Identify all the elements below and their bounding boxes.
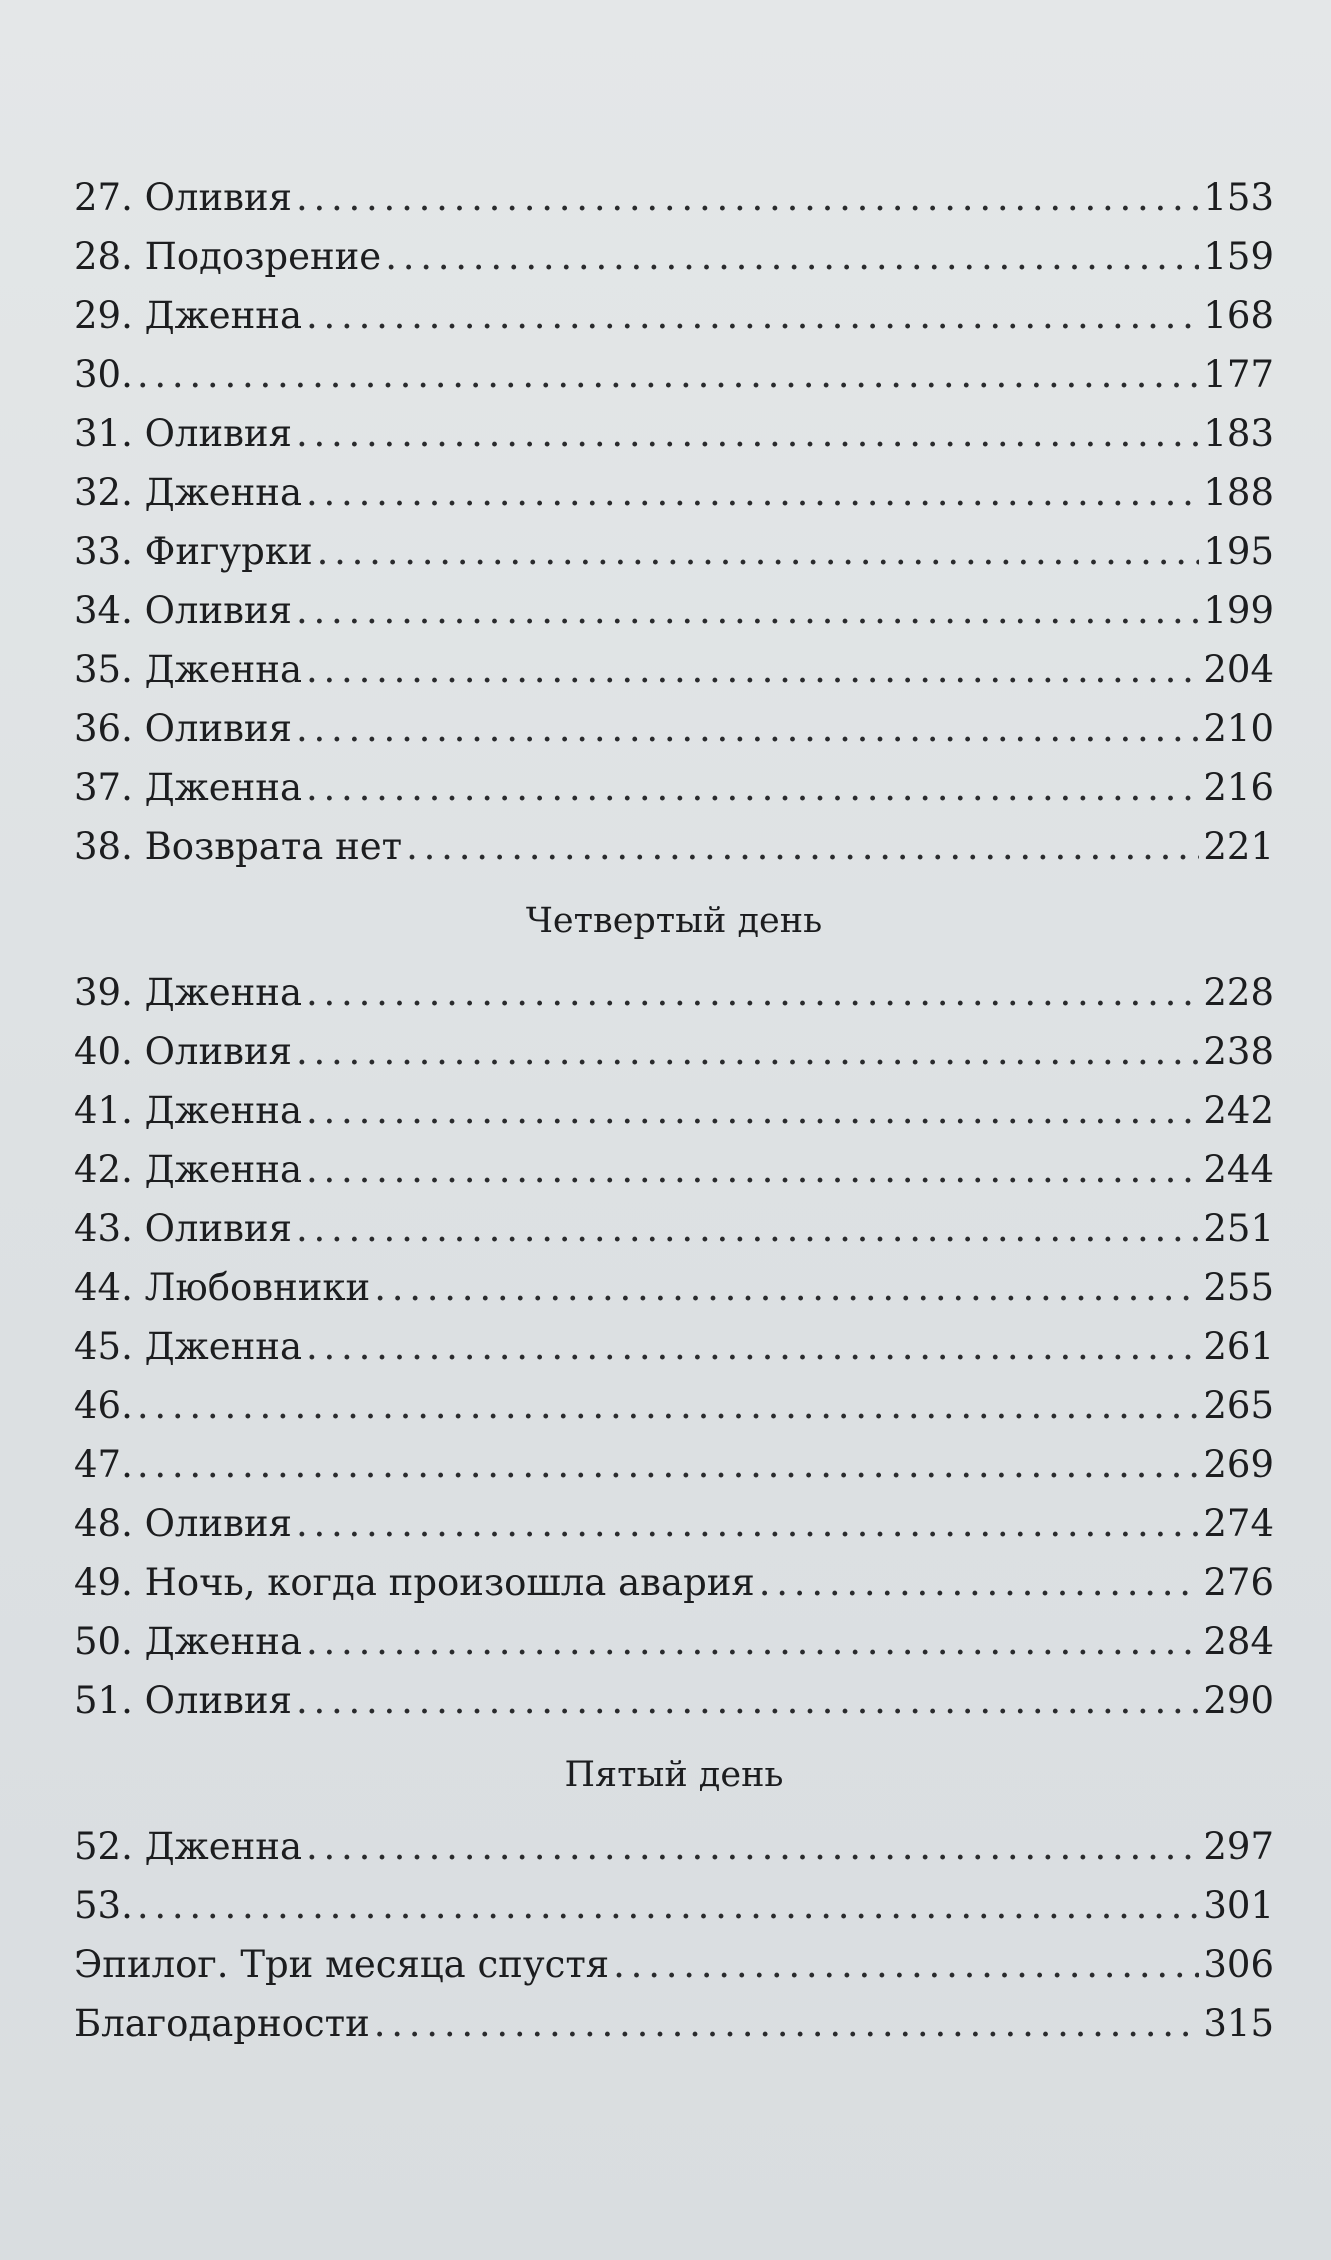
entry-page-number: 284 [1203, 1620, 1274, 1663]
dot-leader [296, 1494, 1199, 1553]
entry-title: 45. Дженна [74, 1325, 302, 1368]
dot-leader [613, 1935, 1199, 1994]
dot-leader [306, 1081, 1199, 1140]
toc-entry[interactable] [74, 1317, 1274, 1376]
toc-entry[interactable] [74, 1612, 1274, 1671]
entry-title: 51. Оливия [74, 1679, 292, 1722]
entry-page-number: 153 [1203, 176, 1274, 219]
toc-entry[interactable] [74, 1140, 1274, 1199]
toc-entry[interactable] [74, 1671, 1274, 1730]
entry-page-number: 204 [1203, 648, 1274, 691]
entry-page-number: 188 [1203, 471, 1274, 514]
entry-page-number: 306 [1203, 1943, 1274, 1986]
dot-leader [296, 699, 1199, 758]
toc-entry[interactable] [74, 1022, 1274, 1081]
entry-title: 42. Дженна [74, 1148, 302, 1191]
entry-page-number: 228 [1203, 971, 1274, 1014]
entry-title: 43. Оливия [74, 1207, 292, 1250]
entry-page-number: 159 [1203, 235, 1274, 278]
dot-leader [759, 1553, 1200, 1612]
entry-title: 34. Оливия [74, 589, 292, 632]
dot-leader [306, 1817, 1199, 1876]
entry-title: 49. Ночь, когда произошла авария [74, 1561, 755, 1604]
dot-leader [296, 1199, 1199, 1258]
toc-entry[interactable] [74, 1817, 1274, 1876]
table-of-contents [74, 168, 1274, 2053]
dot-leader [317, 522, 1200, 581]
toc-entry[interactable] [74, 640, 1274, 699]
entry-page-number: 210 [1203, 707, 1274, 750]
toc-entry[interactable] [74, 699, 1274, 758]
entry-title: 36. Оливия [74, 707, 292, 750]
toc-entry[interactable] [74, 1435, 1274, 1494]
dot-leader [374, 1258, 1199, 1317]
entry-title: 30. [74, 353, 133, 396]
dot-leader [137, 1376, 1200, 1435]
section-heading: Четвертый день [525, 901, 823, 941]
toc-entry[interactable] [74, 758, 1274, 817]
dot-leader [306, 1317, 1199, 1376]
entry-title: 33. Фигурки [74, 530, 313, 573]
entry-page-number: 177 [1203, 353, 1274, 396]
toc-entry[interactable] [74, 963, 1274, 1022]
entry-title: 35. Дженна [74, 648, 302, 691]
entry-page-number: 276 [1203, 1561, 1274, 1604]
entry-title: 31. Оливия [74, 412, 292, 455]
entry-page-number: 168 [1203, 294, 1274, 337]
entry-page-number: 199 [1203, 589, 1274, 632]
toc-entry[interactable] [74, 1935, 1274, 1994]
entry-page-number: 261 [1203, 1325, 1274, 1368]
entry-page-number: 195 [1203, 530, 1274, 573]
toc-entry[interactable] [74, 1081, 1274, 1140]
entry-page-number: 301 [1203, 1884, 1274, 1927]
entry-page-number: 251 [1203, 1207, 1274, 1250]
entry-page-number: 265 [1203, 1384, 1274, 1427]
entry-title: 32. Дженна [74, 471, 302, 514]
dot-leader [296, 581, 1199, 640]
dot-leader [137, 1435, 1200, 1494]
toc-entry[interactable] [74, 1494, 1274, 1553]
entry-title: Благодарности [74, 2002, 370, 2045]
toc-entry[interactable] [74, 1258, 1274, 1317]
dot-leader [296, 1022, 1199, 1081]
entry-title: 41. Дженна [74, 1089, 302, 1132]
entry-title: 38. Возврата нет [74, 825, 403, 868]
toc-entry[interactable] [74, 404, 1274, 463]
entry-page-number: 274 [1203, 1502, 1274, 1545]
entry-page-number: 216 [1203, 766, 1274, 809]
dot-leader [306, 463, 1199, 522]
dot-leader [306, 963, 1199, 1022]
toc-entry[interactable] [74, 1553, 1274, 1612]
dot-leader [406, 817, 1199, 876]
dot-leader [137, 1876, 1200, 1935]
dot-leader [385, 227, 1199, 286]
dot-leader [306, 1612, 1199, 1671]
dot-leader [296, 168, 1199, 227]
entry-page-number: 242 [1203, 1089, 1274, 1132]
dot-leader [296, 404, 1199, 463]
entry-page-number: 297 [1203, 1825, 1274, 1868]
dot-leader [306, 1140, 1199, 1199]
entry-page-number: 244 [1203, 1148, 1274, 1191]
entry-page-number: 183 [1203, 412, 1274, 455]
entry-title: 53. [74, 1884, 133, 1927]
dot-leader [306, 640, 1199, 699]
toc-entry[interactable] [74, 345, 1274, 404]
entry-page-number: 255 [1203, 1266, 1274, 1309]
toc-entry[interactable] [74, 168, 1274, 227]
dot-leader [306, 758, 1199, 817]
entry-title: 46. [74, 1384, 133, 1427]
entry-title: 27. Оливия [74, 176, 292, 219]
entry-title: 29. Дженна [74, 294, 302, 337]
entry-page-number: 221 [1203, 825, 1274, 868]
entry-title: 47. [74, 1443, 133, 1486]
dot-leader [137, 345, 1200, 404]
toc-entry[interactable] [74, 286, 1274, 345]
toc-entry[interactable] [74, 817, 1274, 876]
dot-leader [296, 1671, 1199, 1730]
entry-page-number: 290 [1203, 1679, 1274, 1722]
toc-entry[interactable] [74, 227, 1274, 286]
toc-entry[interactable] [74, 1994, 1274, 2053]
toc-entry[interactable] [74, 1376, 1274, 1435]
entry-title: 28. Подозрение [74, 235, 382, 278]
entry-title: 37. Дженна [74, 766, 302, 809]
toc-entry[interactable] [74, 1876, 1274, 1935]
dot-leader [306, 286, 1199, 345]
entry-title: 44. Любовники [74, 1266, 371, 1309]
dot-leader [374, 1994, 1200, 2053]
entry-page-number: 315 [1203, 2002, 1274, 2045]
toc-entry[interactable] [74, 581, 1274, 640]
toc-entry[interactable] [74, 1199, 1274, 1258]
toc-entry[interactable] [74, 522, 1274, 581]
toc-entry[interactable] [74, 463, 1274, 522]
entry-title: 52. Дженна [74, 1825, 302, 1868]
section-heading: Пятый день [564, 1755, 784, 1795]
entry-title: 50. Дженна [74, 1620, 302, 1663]
entry-title: 48. Оливия [74, 1502, 292, 1545]
entry-title: 39. Дженна [74, 971, 302, 1014]
entry-title: Эпилог. Три месяца спустя [74, 1943, 610, 1986]
entry-page-number: 269 [1203, 1443, 1274, 1486]
entry-page-number: 238 [1203, 1030, 1274, 1073]
entry-title: 40. Оливия [74, 1030, 292, 1073]
